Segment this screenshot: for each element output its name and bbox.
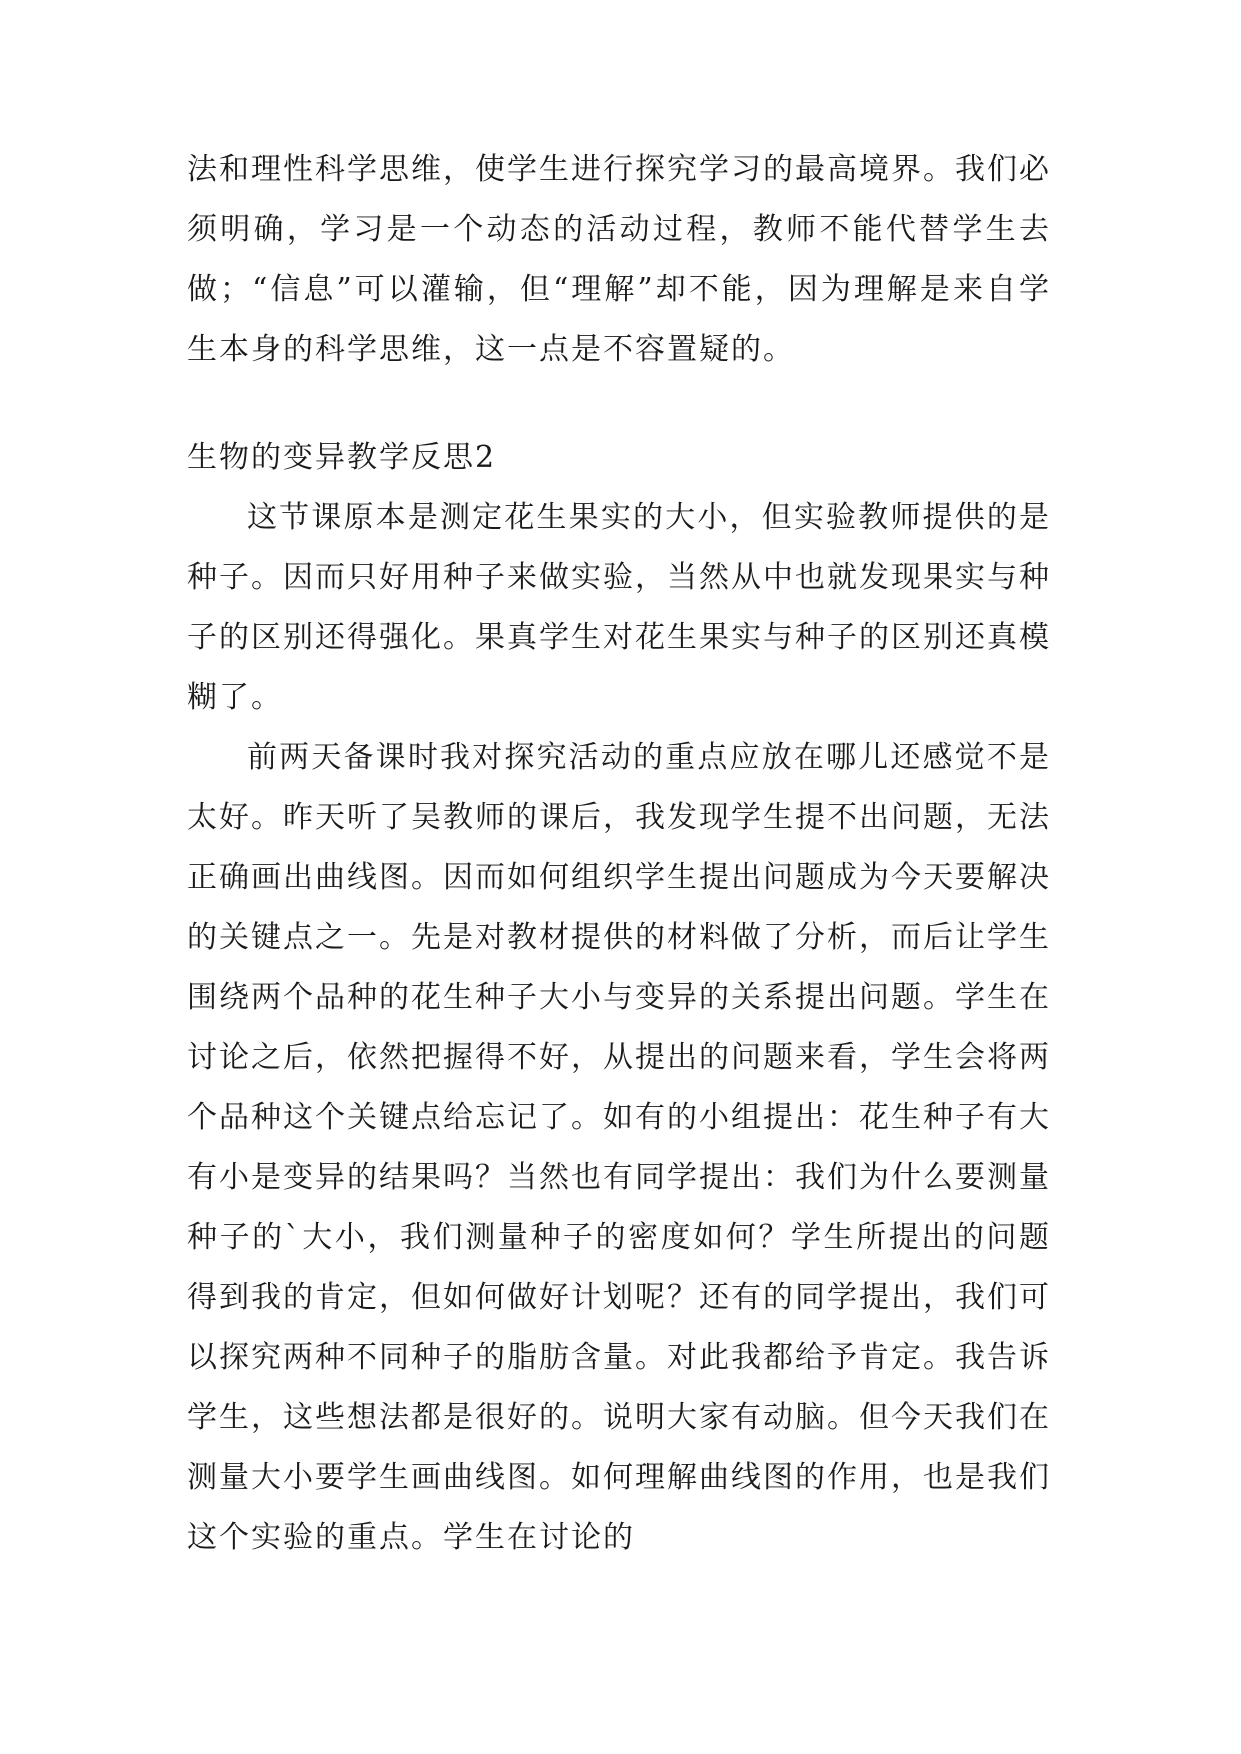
body-paragraph-1: 这节课原本是测定花生果实的大小，但实验教师提供的是种子。因而只好用种子来做实验，当然从中也就发现果实与种子的区别还得强化。果真学生对花生果实与种子的区别还真模糊了。 — [187, 500, 1051, 715]
intro-paragraph: 法和理性科学思维，使学生进行探究学习的最高境界。我们必须明确，学习是一个动态的活动过程，教师不能代替学生去做；“信息”可以灌输，但“理解”却不能，因为理解是来自学生本身的科学思维，这一点是不容置疑的。 — [187, 152, 1051, 367]
document-body — [187, 140, 1051, 1568]
section-title: 生物的变异教学反思2 — [187, 440, 497, 475]
body-paragraph-2: 前两天备课时我对探究活动的重点应放在哪儿还感觉不是太好。昨天听了吴教师的课后，我发现学生提不出问题，无法正确画出曲线图。因而如何组织学生提出问题成为今天要解决的关键点之一。先是对教材提供的材料做了分析，而后让学生围绕两个品种的花生种子大小与变异的关系提出问题。学生在讨论之后，依然把握得不好，从提出的问题来看，学生会将两个品种这个关键点给忘记了。如有的小组提出：花生种子有大有小是变异的结果吗？当然也有同学提出：我们为什么要测量种子的`大小，我们测量种子的密度如何？学生所提出的问题得到我的肯定，但如何做好计划呢？还有的同学提出，我们可以探究两种不同种子的脂肪含量。对此我都给予肯定。我告诉学生，这些想法都是很好的。说明大家有动脑。但今天我们在测量大小要学生画曲线图。如何理解曲线图的作用，也是我们这个实验的重点。学生在讨论的 — [187, 740, 1051, 1555]
